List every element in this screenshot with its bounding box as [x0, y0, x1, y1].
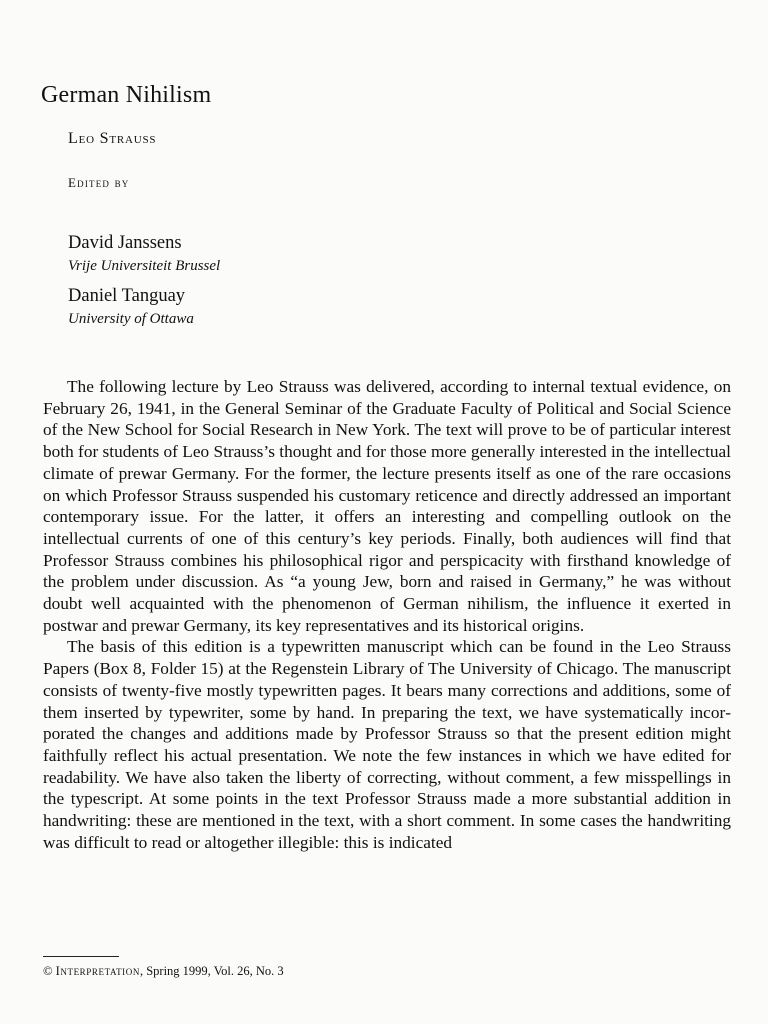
footnote-divider [43, 956, 119, 957]
copyright-symbol: © [43, 964, 53, 978]
copyright-footnote [43, 964, 284, 979]
editor-affiliation: University of Ottawa [68, 311, 194, 327]
journal-details: , Spring 1999, Vol. 26, No. 3 [139, 964, 284, 978]
editor-name: David Janssens [68, 233, 182, 253]
paragraph: The following lecture by Leo Strauss was delivered, according to internal textual evidence, on February 26, 1941, in the General Seminar of the Graduate Faculty of Political and Social Science of the New School for Social Research in New York. The text will prove to be of particular interest both for students of Leo Strauss’s thought and for those more generally interested in the intellectual climate of prewar Germany. For the former, the lecture presents itself as one of the rare occasions on which Professor Strauss suspended his customary reticence and directly addressed an important contemporary issue. For the latter, it offers an interesting and compelling outlook on the intellectual currents of one of this century’s key periods. Finally, both audiences will find that Professor Strauss combines his philosophical rigor and perspicacity with firsthand knowledge of the problem under discussion. As “a young Jew, born and raised in Germany,” he was without doubt well acquainted with the phenomenon of German nihilism, the influence it exerted in postwar and prewar Germany, its key representatives and its historical origins. [43, 377, 731, 635]
body-text [43, 376, 731, 853]
author-name: Leo Strauss [68, 130, 157, 147]
editor-affiliation: Vrije Universiteit Brussel [68, 258, 221, 274]
editor-name: Daniel Tanguay [68, 286, 186, 306]
paragraph: The basis of this edition is a typewritten manuscript which can be found in the Leo Strauss Papers (Box 8, Folder 15) at the Regenstein Library of The University of Chicago. The manuscript consists of twenty-five mostly typewritten pages. It bears many corrections and additions, some of them inserted by typewriter, some by hand. In preparing the text, we have systematically incorporated the changes and additions made by Professor Strauss so that the present edition might faithfully reflect his actual presentation. We note the few instances in which we have edited for readability. We have also taken the liberty of correcting, without comment, a few misspellings in the typescript. At some points in the text Professor Strauss made a more substantial addition in handwriting: these are mentioned in the text, with a short comment. In some cases the handwriting was difficult to read or altogether illegible: this is indicated [43, 637, 731, 852]
article-title: German Nihilism [41, 82, 212, 108]
journal-name: Interpretation [55, 964, 140, 978]
edited-by-label: Edited by [68, 175, 130, 190]
